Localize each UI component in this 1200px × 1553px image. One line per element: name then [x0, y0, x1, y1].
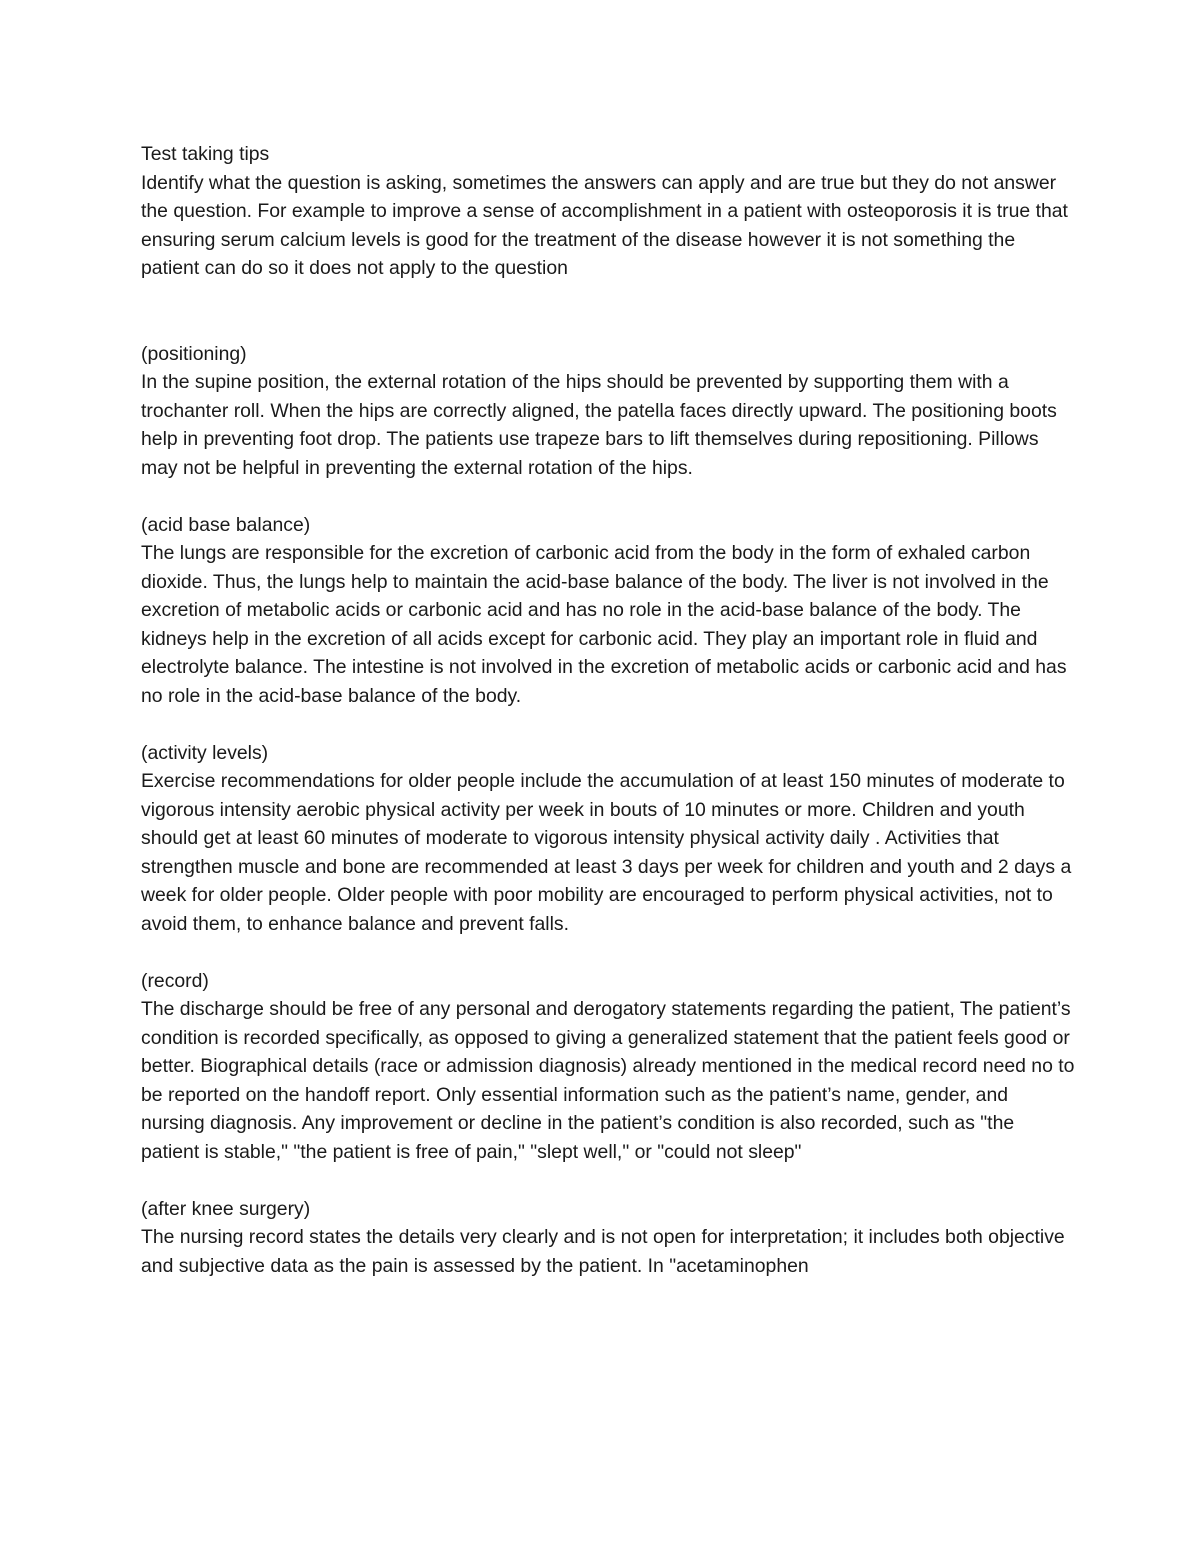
- section-paragraph: The lungs are responsible for the excretion of carbonic acid from the body in the form of exhaled carbon dioxide. Thus, the lungs help to maintain the acid-base balance of the body. The liver is not involved in the excretion of metabolic acids or carbonic acid and has no role in the acid-base balance of the body. The kidneys help in the excretion of all acids except for carbonic acid. They play an important role in fluid and electrolyte balance. The intestine is not involved in the excretion of metabolic acids or carbonic acid and has no role in the acid-base balance of the body.: [141, 542, 1072, 707]
- section-after-knee-surgery: [141, 1195, 1076, 1281]
- intro-paragraph: Identify what the question is asking, sometimes the answers can apply and are true but they do not answer the question. For example to improve a sense of accomplishment in a patient with osteoporosis it is true that ensuring serum calcium levels is good for the treatment of the disease however it is not something the patient can do so it does not apply to the question: [141, 171, 1074, 279]
- document-title: Test taking tips: [141, 143, 270, 165]
- section-heading: (acid base balance): [141, 513, 311, 536]
- spacer: [141, 710, 1076, 739]
- section-positioning: [141, 340, 1076, 483]
- section-paragraph: In the supine position, the external rotation of the hips should be prevented by supporting them with a trochanter roll. When the hips are correctly aligned, the patella faces directly upward. The positioning boots help in preventing foot drop. The patients use trapeze bars to lift themselves during repositioning. Pillows may not be helpful in preventing the external rotation of the hips.: [141, 371, 1063, 479]
- spacer: [141, 938, 1076, 967]
- section-record: [141, 967, 1080, 1167]
- section-acid-base-balance: [141, 511, 1076, 711]
- section-heading: (after knee surgery): [141, 1197, 311, 1220]
- section-heading: (positioning): [141, 342, 247, 365]
- section-paragraph: The nursing record states the details very clearly and is not open for interpretation; it includes both objective and subjective data as the pain is assessed by the patient. In "acetaminophen: [141, 1226, 1071, 1277]
- section-paragraph: Exercise recommendations for older people include the accumulation of at least 150 minutes of moderate to vigorous intensity aerobic physical activity per week in bouts of 10 minutes or more. Children and youth should get at least 60 minutes of moderate to vigorous intensity physical activity daily . Activities that strengthen muscle and bone are recommended at least 3 days per week for children and youth and 2 days a week for older people. Older people with poor mobility are encouraged to perform physical activities, not to avoid them, to enhance balance and prevent falls.: [141, 770, 1077, 935]
- document-page: [141, 140, 1080, 1280]
- section-heading: (record): [141, 969, 209, 992]
- section-heading: (activity levels): [141, 741, 269, 764]
- section-activity-levels: [141, 739, 1076, 939]
- spacer: [141, 1166, 1076, 1195]
- intro-block: [141, 140, 1076, 283]
- spacer: [141, 482, 1076, 511]
- section-paragraph: The discharge should be free of any personal and derogatory statements regarding the patient, The patient’s condition is recorded specifically, as opposed to giving a generalized statement that the patient feels good or better. Biographical details (race or admission diagnosis) already mentioned in the medical record need no to be reported on the handoff report. Only essential information such as the patient’s name, gender, and nursing diagnosis. Any improvement or decline in the patient’s condition is also recorded, such as "the patient is stable," "the patient is free of pain," "slept well," or "could not sleep": [141, 998, 1080, 1163]
- spacer: [141, 283, 1076, 340]
